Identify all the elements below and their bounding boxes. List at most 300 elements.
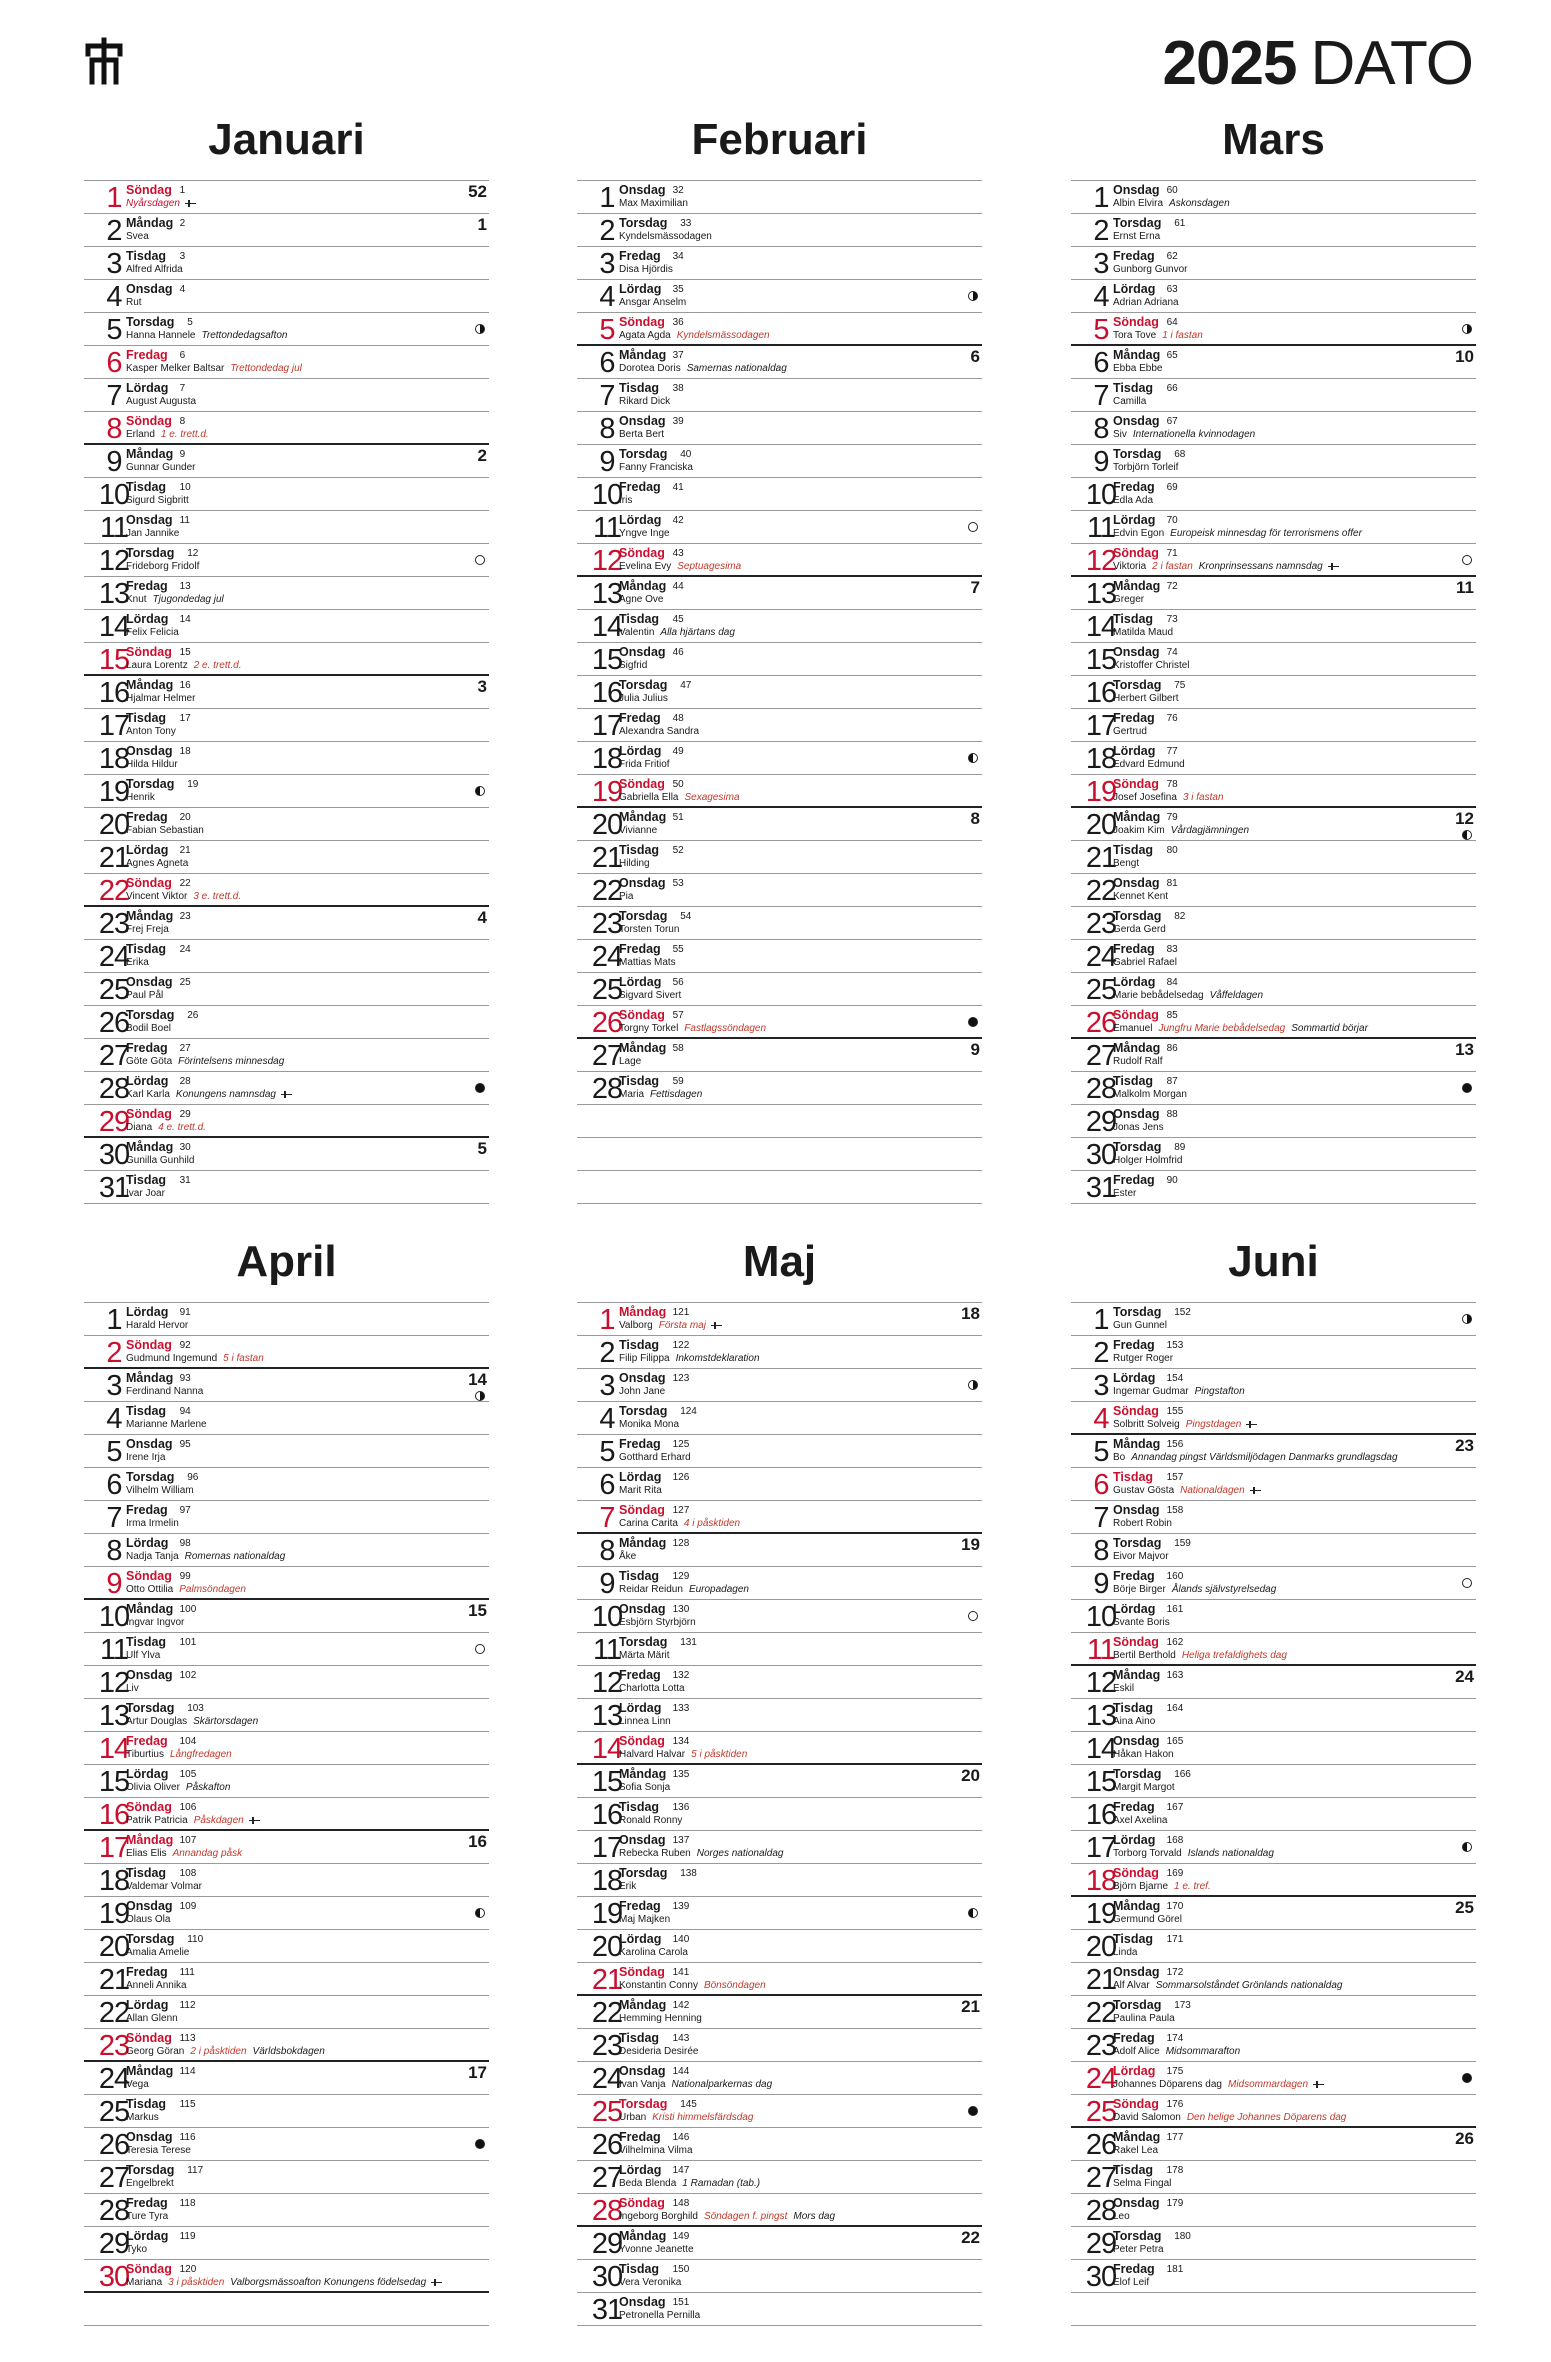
day-row bbox=[577, 1501, 982, 1534]
name-line bbox=[126, 429, 209, 441]
event-text: Annandag påsk bbox=[172, 1848, 243, 1859]
event-text: Pingstdagen bbox=[1185, 1419, 1242, 1430]
day-number: 6 bbox=[599, 347, 615, 379]
name-line bbox=[126, 759, 178, 771]
day-number: 19 bbox=[98, 776, 130, 808]
nameday-text: Vincent Viktor bbox=[126, 891, 188, 902]
day-row bbox=[84, 1831, 489, 1864]
weekday-name: Torsdag bbox=[126, 777, 175, 791]
weekday-name: Torsdag bbox=[126, 1008, 175, 1022]
day-row bbox=[84, 1996, 489, 2029]
name-line bbox=[126, 693, 195, 705]
day-row bbox=[1071, 1831, 1476, 1864]
day-of-year: 2 bbox=[179, 218, 186, 229]
weekday-name: Måndag bbox=[126, 678, 174, 692]
nameday-text: Gustav Gösta bbox=[1113, 1485, 1175, 1496]
weekday-name: Torsdag bbox=[1113, 1767, 1162, 1781]
nameday-text: Anton Tony bbox=[126, 726, 176, 737]
day-number: 15 bbox=[98, 1766, 130, 1798]
day-number: 13 bbox=[98, 578, 130, 610]
nameday-text: Torbjörn Torleif bbox=[1113, 462, 1179, 473]
day-of-year: 116 bbox=[179, 2132, 196, 2143]
event-text: Jungfru Marie bebådelsedag bbox=[1158, 1023, 1286, 1034]
day-number: 12 bbox=[591, 1667, 623, 1699]
day-row bbox=[84, 1798, 489, 1831]
day-number: 15 bbox=[591, 1766, 623, 1798]
day-row bbox=[577, 1468, 982, 1501]
day-of-year: 97 bbox=[179, 1505, 191, 1516]
day-row bbox=[1071, 1336, 1476, 1369]
day-number: 9 bbox=[1093, 1568, 1109, 1600]
name-line bbox=[619, 2244, 694, 2256]
nameday-text: Camilla bbox=[1113, 396, 1147, 407]
last-quarter-moon-icon bbox=[968, 1908, 978, 1918]
day-row bbox=[1071, 247, 1476, 280]
day-of-year: 154 bbox=[1166, 1373, 1184, 1384]
name-line bbox=[1113, 528, 1362, 540]
weekday-name: Måndag bbox=[1113, 1899, 1161, 1913]
event-text: Romernas nationaldag bbox=[184, 1551, 286, 1562]
weekday-name: Måndag bbox=[619, 1041, 667, 1055]
day-number: 25 bbox=[591, 974, 623, 1006]
name-line bbox=[619, 264, 673, 276]
name-line bbox=[619, 924, 679, 936]
weekday-name: Lördag bbox=[1113, 1371, 1156, 1385]
day-row bbox=[1071, 1501, 1476, 1534]
name-line bbox=[1113, 1188, 1136, 1200]
day-number: 30 bbox=[98, 2261, 130, 2293]
name-line bbox=[619, 1056, 641, 1068]
day-of-year: 59 bbox=[672, 1076, 684, 1087]
day-row bbox=[1071, 1435, 1476, 1468]
weekday-name: Tisdag bbox=[126, 1404, 167, 1418]
day-number: 10 bbox=[591, 1601, 623, 1633]
day-of-year: 61 bbox=[1174, 218, 1186, 229]
day-row bbox=[84, 445, 489, 478]
nameday-text: Harald Hervor bbox=[126, 1320, 189, 1331]
day-row bbox=[84, 1567, 489, 1600]
day-of-year: 24 bbox=[179, 944, 191, 955]
weekday-name: Fredag bbox=[1113, 249, 1155, 263]
day-of-year: 91 bbox=[179, 1307, 191, 1318]
day-of-year: 137 bbox=[672, 1835, 690, 1846]
weekday-name: Onsdag bbox=[126, 1899, 173, 1913]
day-row bbox=[84, 511, 489, 544]
day-row bbox=[84, 1897, 489, 1930]
week-number: 19 bbox=[961, 1535, 980, 1554]
day-of-year: 9 bbox=[179, 449, 186, 460]
day-row bbox=[577, 346, 982, 379]
name-line bbox=[619, 1551, 636, 1563]
day-row bbox=[84, 346, 489, 379]
day-number: 18 bbox=[591, 743, 623, 775]
event-text: Samernas nationaldag bbox=[686, 363, 787, 374]
day-number: 28 bbox=[98, 1073, 130, 1105]
day-of-year: 159 bbox=[1174, 1538, 1191, 1549]
day-of-year: 136 bbox=[672, 1802, 690, 1813]
name-line bbox=[1113, 561, 1339, 573]
nameday-text: Ivar Joar bbox=[126, 1188, 165, 1199]
weekday-name: Onsdag bbox=[126, 975, 173, 989]
event-text-secondary: Sommartid börjar bbox=[1291, 1023, 1368, 1034]
event-text: Vårdagjämningen bbox=[1170, 825, 1250, 836]
day-number: 23 bbox=[98, 2030, 130, 2062]
day-of-year: 174 bbox=[1166, 2033, 1184, 2044]
event-text: Midsommarafton bbox=[1165, 2046, 1241, 2057]
day-of-year: 124 bbox=[680, 1406, 697, 1417]
day-row bbox=[1071, 2194, 1476, 2227]
weekday-name: Torsdag bbox=[1113, 1140, 1162, 1154]
day-row bbox=[1071, 874, 1476, 907]
nameday-text: Ulf Ylva bbox=[126, 1650, 161, 1661]
new-moon-icon bbox=[968, 2106, 978, 2116]
day-list bbox=[84, 1302, 489, 2326]
name-line bbox=[619, 2079, 772, 2091]
name-line bbox=[126, 396, 196, 408]
day-row bbox=[84, 2293, 489, 2326]
name-line bbox=[126, 198, 196, 210]
weekday-name: Måndag bbox=[619, 348, 667, 362]
name-line bbox=[619, 1386, 665, 1398]
weekday-name: Lördag bbox=[1113, 1602, 1156, 1616]
day-number: 5 bbox=[1093, 314, 1109, 346]
day-number: 23 bbox=[1085, 2030, 1117, 2062]
day-row bbox=[84, 610, 489, 643]
name-line bbox=[126, 561, 199, 573]
day-number: 16 bbox=[98, 677, 130, 709]
nameday-text: Markus bbox=[126, 2112, 159, 2123]
nameday-text: Björn Bjarne bbox=[1113, 1881, 1169, 1892]
day-of-year: 33 bbox=[680, 218, 692, 229]
day-row bbox=[577, 841, 982, 874]
name-line bbox=[619, 1320, 722, 1332]
day-of-year: 42 bbox=[672, 515, 684, 526]
day-number: 6 bbox=[106, 347, 122, 379]
day-row bbox=[1071, 1633, 1476, 1666]
name-line bbox=[619, 297, 686, 309]
event-text: 1 Ramadan (tab.) bbox=[682, 2178, 761, 2189]
day-list bbox=[577, 1302, 982, 2326]
weekday-name: Onsdag bbox=[619, 2295, 666, 2309]
nameday-text: Eskil bbox=[1113, 1683, 1135, 1694]
day-list bbox=[1071, 1302, 1476, 2326]
day-number: 13 bbox=[591, 1700, 623, 1732]
nameday-text: Frideborg Fridolf bbox=[126, 561, 200, 572]
nameday-text: Germund Görel bbox=[1113, 1914, 1182, 1925]
day-number: 4 bbox=[106, 281, 122, 313]
week-number: 17 bbox=[468, 2063, 487, 2082]
day-row bbox=[1071, 643, 1476, 676]
day-row bbox=[577, 1798, 982, 1831]
day-of-year: 148 bbox=[672, 2198, 690, 2209]
event-text: Fettisdagen bbox=[650, 1089, 703, 1100]
nameday-text: Alexandra Sandra bbox=[619, 726, 700, 737]
day-number: 25 bbox=[1085, 2096, 1117, 2128]
day-row bbox=[84, 676, 489, 709]
name-line bbox=[1113, 825, 1249, 837]
name-line bbox=[126, 1452, 165, 1464]
weekday-name: Onsdag bbox=[619, 2064, 666, 2078]
day-number: 12 bbox=[98, 1667, 130, 1699]
day-row bbox=[577, 2194, 982, 2227]
last-quarter-moon-icon bbox=[1462, 830, 1472, 840]
name-line bbox=[619, 396, 670, 408]
day-of-year: 142 bbox=[672, 2000, 690, 2011]
full-moon-icon bbox=[475, 555, 485, 565]
nameday-text: Vilhelm William bbox=[126, 1485, 194, 1496]
day-of-year: 34 bbox=[672, 251, 684, 262]
day-row bbox=[1071, 709, 1476, 742]
nameday-text: Bodil Boel bbox=[126, 1023, 172, 1034]
day-row bbox=[84, 1105, 489, 1138]
event-text-secondary: Valborgsmässoafton Konungens födelsedag bbox=[230, 2277, 427, 2288]
day-of-year: 65 bbox=[1166, 350, 1178, 361]
nameday-text: Marie bebådelsedag bbox=[1113, 990, 1204, 1001]
day-number: 26 bbox=[98, 2129, 130, 2161]
day-row bbox=[84, 1468, 489, 1501]
nameday-text: Albin Elvira bbox=[1113, 198, 1164, 209]
weekday-name: Fredag bbox=[126, 348, 168, 362]
day-row bbox=[1071, 2095, 1476, 2128]
weekday-name: Söndag bbox=[619, 777, 665, 791]
swedish-flag-icon bbox=[1313, 2081, 1324, 2088]
day-of-year: 96 bbox=[187, 1472, 199, 1483]
day-row bbox=[1071, 2293, 1476, 2326]
name-line bbox=[126, 2079, 149, 2091]
name-line bbox=[1113, 726, 1147, 738]
name-line bbox=[1113, 1782, 1175, 1794]
name-line bbox=[126, 1485, 194, 1497]
day-number: 26 bbox=[591, 2129, 623, 2161]
name-line bbox=[1113, 1683, 1134, 1695]
name-line bbox=[126, 1188, 165, 1200]
nameday-text: Halvard Halvar bbox=[619, 1749, 686, 1760]
nameday-text: Gabriel Rafael bbox=[1113, 957, 1177, 968]
weekday-name: Torsdag bbox=[126, 1932, 175, 1946]
day-row bbox=[1071, 1039, 1476, 1072]
day-of-year: 156 bbox=[1166, 1439, 1184, 1450]
nameday-text: Jonas Jens bbox=[1113, 1122, 1164, 1133]
day-number: 11 bbox=[592, 1634, 622, 1666]
nameday-text: Pia bbox=[619, 891, 634, 902]
day-row bbox=[577, 1600, 982, 1633]
nameday-text: Agata Agda bbox=[619, 330, 671, 341]
name-line bbox=[126, 1980, 187, 1992]
weekday-name: Onsdag bbox=[1113, 1734, 1160, 1748]
day-of-year: 66 bbox=[1166, 383, 1178, 394]
weekday-name: Måndag bbox=[1113, 348, 1161, 362]
day-number: 19 bbox=[591, 776, 623, 808]
day-of-year: 104 bbox=[179, 1736, 197, 1747]
day-row bbox=[1071, 1930, 1476, 1963]
day-row bbox=[1071, 940, 1476, 973]
nameday-text: Åke bbox=[619, 1551, 637, 1562]
weekday-name: Torsdag bbox=[619, 447, 668, 461]
name-line bbox=[126, 1551, 285, 1563]
name-line bbox=[1113, 891, 1168, 903]
day-of-year: 39 bbox=[672, 416, 684, 427]
nameday-text: Liv bbox=[126, 1683, 139, 1694]
event-text: Ålands självstyrelsedag bbox=[1171, 1584, 1277, 1595]
day-of-year: 73 bbox=[1166, 614, 1178, 625]
name-line bbox=[1113, 1419, 1257, 1431]
day-of-year: 30 bbox=[179, 1142, 191, 1153]
nameday-text: Alf Alvar bbox=[1113, 1980, 1150, 1991]
nameday-text: Eivor Majvor bbox=[1113, 1551, 1169, 1562]
day-number: 29 bbox=[1085, 1106, 1117, 1138]
day-number: 2 bbox=[106, 215, 122, 247]
nameday-text: Ester bbox=[1113, 1188, 1137, 1199]
name-line bbox=[619, 858, 650, 870]
day-row bbox=[84, 181, 489, 214]
nameday-text: Lage bbox=[619, 1056, 642, 1067]
weekday-name: Måndag bbox=[126, 1371, 174, 1385]
event-text: Kristi himmelsfärdsdag bbox=[652, 2112, 754, 2123]
day-row bbox=[577, 1633, 982, 1666]
name-line bbox=[619, 660, 647, 672]
day-of-year: 25 bbox=[179, 977, 191, 988]
day-of-year: 130 bbox=[672, 1604, 690, 1615]
day-row bbox=[1071, 1732, 1476, 1765]
day-of-year: 155 bbox=[1166, 1406, 1184, 1417]
day-row bbox=[84, 775, 489, 808]
weekday-name: Onsdag bbox=[619, 414, 666, 428]
weekday-name: Lördag bbox=[126, 1305, 169, 1319]
name-line bbox=[126, 924, 169, 936]
day-row bbox=[1071, 2128, 1476, 2161]
event-text: 3 i påsktiden bbox=[168, 2277, 225, 2288]
day-number: 14 bbox=[98, 1733, 130, 1765]
day-number: 25 bbox=[98, 2096, 130, 2128]
event-text: 2 e. trett.d. bbox=[193, 660, 242, 671]
day-of-year: 153 bbox=[1166, 1340, 1184, 1351]
swedish-flag-icon bbox=[1328, 563, 1339, 570]
day-row bbox=[84, 709, 489, 742]
day-of-year: 163 bbox=[1166, 1670, 1184, 1681]
day-of-year: 166 bbox=[1174, 1769, 1191, 1780]
day-row bbox=[577, 1336, 982, 1369]
nameday-text: Axel Axelina bbox=[1113, 1815, 1168, 1826]
day-row bbox=[577, 676, 982, 709]
weekday-name: Måndag bbox=[619, 1536, 667, 1550]
weekday-name: Söndag bbox=[619, 315, 665, 329]
name-line bbox=[126, 495, 189, 507]
first-quarter-moon-icon bbox=[475, 1391, 485, 1401]
day-of-year: 50 bbox=[672, 779, 684, 790]
day-number: 5 bbox=[106, 1436, 122, 1468]
nameday-text: Rutger Roger bbox=[1113, 1353, 1174, 1364]
weekday-name: Lördag bbox=[126, 381, 169, 395]
name-line bbox=[126, 627, 179, 639]
nameday-text: Irene Irja bbox=[126, 1452, 166, 1463]
day-of-year: 15 bbox=[179, 647, 191, 658]
event-text: 1 i fastan bbox=[1162, 330, 1203, 341]
weekday-name: Fredag bbox=[619, 249, 661, 263]
day-number: 14 bbox=[591, 611, 623, 643]
day-number: 2 bbox=[599, 215, 615, 247]
day-number: 20 bbox=[591, 1931, 623, 1963]
name-line bbox=[1113, 2277, 1149, 2289]
day-number: 15 bbox=[98, 644, 130, 676]
day-of-year: 20 bbox=[179, 812, 191, 823]
name-line bbox=[1113, 957, 1177, 969]
day-of-year: 89 bbox=[1174, 1142, 1186, 1153]
weekday-name: Söndag bbox=[126, 1107, 172, 1121]
nameday-text: Valborg bbox=[619, 1320, 653, 1331]
name-line bbox=[126, 528, 179, 540]
day-of-year: 158 bbox=[1166, 1505, 1184, 1516]
name-line bbox=[619, 1881, 636, 1893]
name-line bbox=[1113, 924, 1166, 936]
event-text: Skärtorsdagen bbox=[193, 1716, 259, 1727]
day-of-year: 70 bbox=[1166, 515, 1178, 526]
event-text: Heliga trefaldighets dag bbox=[1181, 1650, 1287, 1661]
day-row bbox=[577, 412, 982, 445]
name-line bbox=[126, 1815, 260, 1827]
day-number: 24 bbox=[1085, 2063, 1117, 2095]
nameday-text: Charlotta Lotta bbox=[619, 1683, 685, 1694]
nameday-text: Hilda Hildur bbox=[126, 759, 178, 770]
weekday-name: Onsdag bbox=[126, 1668, 173, 1682]
nameday-text: Valentin bbox=[619, 627, 655, 638]
nameday-text: Kasper Melker Baltsar bbox=[126, 363, 225, 374]
day-row bbox=[577, 544, 982, 577]
day-of-year: 149 bbox=[672, 2231, 690, 2242]
name-line bbox=[126, 1419, 207, 1431]
day-number: 20 bbox=[1085, 809, 1117, 841]
weekday-name: Måndag bbox=[1113, 1437, 1161, 1451]
day-number: 29 bbox=[1085, 2228, 1117, 2260]
weekday-name: Lördag bbox=[619, 1701, 662, 1715]
event-text: Trettondedagsafton bbox=[201, 330, 288, 341]
day-of-year: 167 bbox=[1166, 1802, 1184, 1813]
day-row bbox=[577, 280, 982, 313]
name-line bbox=[1113, 198, 1230, 210]
day-row bbox=[1071, 1567, 1476, 1600]
day-of-year: 117 bbox=[187, 2165, 204, 2176]
nameday-text: Beda Blenda bbox=[619, 2178, 677, 2189]
nameday-text: Esbjörn Styrbjörn bbox=[619, 1617, 696, 1628]
day-row bbox=[84, 1006, 489, 1039]
day-of-year: 40 bbox=[680, 449, 692, 460]
weekday-name: Måndag bbox=[126, 216, 174, 230]
full-moon-icon bbox=[475, 1644, 485, 1654]
weekday-name: Onsdag bbox=[126, 282, 173, 296]
day-of-year: 90 bbox=[1166, 1175, 1178, 1186]
name-line bbox=[126, 1881, 202, 1893]
day-of-year: 99 bbox=[179, 1571, 191, 1582]
day-of-year: 144 bbox=[672, 2066, 690, 2077]
weekday-name: Lördag bbox=[126, 612, 169, 626]
day-of-year: 75 bbox=[1174, 680, 1186, 691]
weekday-name: Måndag bbox=[619, 579, 667, 593]
nameday-text: Olivia Oliver bbox=[126, 1782, 180, 1793]
event-text: Annandag pingst Världsmiljödagen Danmarks grundlagsdag bbox=[1131, 1452, 1398, 1463]
weekday-name: Lördag bbox=[619, 513, 662, 527]
weekday-name: Fredag bbox=[1113, 711, 1155, 725]
weekday-name: Torsdag bbox=[619, 1866, 668, 1880]
weekday-name: Fredag bbox=[126, 810, 168, 824]
weekday-name: Fredag bbox=[126, 1503, 168, 1517]
weekday-name: Fredag bbox=[619, 480, 661, 494]
event-text: Söndagen f. pingst bbox=[703, 2211, 788, 2222]
event-text: Våffeldagen bbox=[1209, 990, 1264, 1001]
weekday-name: Söndag bbox=[619, 1965, 665, 1979]
day-number: 25 bbox=[591, 2096, 623, 2128]
day-number: 10 bbox=[98, 479, 130, 511]
name-line bbox=[619, 693, 668, 705]
nameday-text: Patrik Patricia bbox=[126, 1815, 188, 1826]
